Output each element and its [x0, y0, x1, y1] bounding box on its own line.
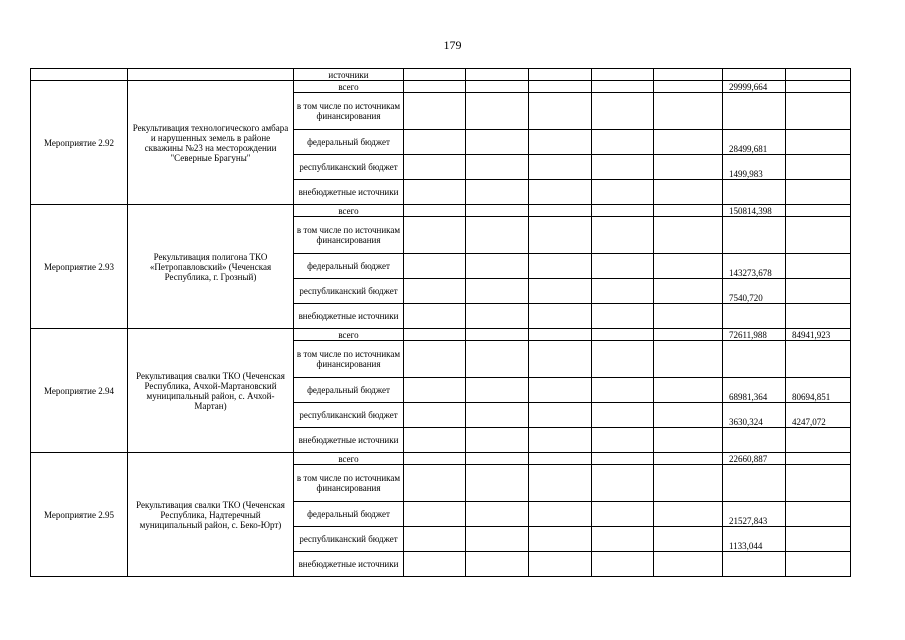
table-cell — [592, 329, 654, 341]
table-cell — [654, 69, 723, 81]
value-cell — [786, 453, 851, 465]
value-cell — [786, 205, 851, 217]
table-cell — [466, 81, 529, 93]
source-label: республиканский бюджет — [294, 403, 404, 428]
table-cell — [654, 180, 723, 205]
table-cell — [404, 341, 466, 378]
value-cell — [786, 180, 851, 205]
table-cell — [466, 93, 529, 130]
source-label: всего — [294, 205, 404, 217]
table-cell — [529, 428, 592, 453]
table-cell — [654, 403, 723, 428]
budget-table — [30, 68, 851, 577]
table-cell — [404, 81, 466, 93]
value-cell: 143273,678 — [723, 254, 786, 279]
measure-label: Мероприятие 2.93 — [31, 205, 128, 329]
table-cell — [529, 502, 592, 527]
table-cell — [592, 69, 654, 81]
table-cell — [654, 502, 723, 527]
source-label: внебюджетные источники — [294, 180, 404, 205]
table-cell — [466, 205, 529, 217]
table-cell — [654, 552, 723, 577]
table-cell — [723, 69, 786, 81]
table-cell — [654, 254, 723, 279]
value-cell — [723, 304, 786, 329]
table-cell — [592, 502, 654, 527]
table-cell — [654, 341, 723, 378]
table-cell — [466, 217, 529, 254]
table-cell — [404, 304, 466, 329]
table-row — [31, 329, 851, 341]
source-label: всего — [294, 329, 404, 341]
table-cell — [592, 130, 654, 155]
value-cell — [723, 217, 786, 254]
value-cell — [786, 341, 851, 378]
value-cell — [786, 81, 851, 93]
table-cell — [404, 130, 466, 155]
table-cell — [404, 465, 466, 502]
table-cell — [592, 527, 654, 552]
value-cell — [786, 552, 851, 577]
value-cell — [786, 304, 851, 329]
value-cell: 1499,983 — [723, 155, 786, 180]
table-row — [31, 81, 851, 93]
table-cell — [654, 465, 723, 502]
value-cell — [786, 428, 851, 453]
source-label: в том числе по источникам финансирования — [294, 465, 404, 502]
table-cell — [466, 465, 529, 502]
table-cell — [654, 329, 723, 341]
table-cell — [592, 552, 654, 577]
table-cell — [404, 527, 466, 552]
value-cell — [786, 155, 851, 180]
table-cell — [466, 180, 529, 205]
table-cell — [592, 465, 654, 502]
value-cell: 28499,681 — [723, 130, 786, 155]
source-label: республиканский бюджет — [294, 527, 404, 552]
table-row — [31, 205, 851, 217]
table-cell — [592, 279, 654, 304]
measure-name: Рекультивация технологического амбара и нарушенных земель в районе скважины №23 на месторождении "Северные Брагуны" — [128, 81, 294, 205]
value-cell: 72611,988 — [723, 329, 786, 341]
page-number: 179 — [443, 38, 462, 52]
table-cell — [654, 93, 723, 130]
table-cell — [654, 81, 723, 93]
value-cell — [786, 93, 851, 130]
value-cell: 4247,072 — [786, 403, 851, 428]
table-cell — [529, 180, 592, 205]
source-label: внебюджетные источники — [294, 304, 404, 329]
table-cell — [529, 254, 592, 279]
value-cell: 84941,923 — [786, 329, 851, 341]
table-cell — [592, 205, 654, 217]
table-cell — [404, 329, 466, 341]
table-cell — [529, 155, 592, 180]
source-label: внебюджетные источники — [294, 428, 404, 453]
table-cell — [592, 403, 654, 428]
table-cell — [529, 69, 592, 81]
table-cell — [404, 428, 466, 453]
table-cell — [466, 502, 529, 527]
value-cell — [786, 527, 851, 552]
value-cell — [723, 465, 786, 502]
value-cell — [786, 502, 851, 527]
value-cell: 3630,324 — [723, 403, 786, 428]
measure-label: Мероприятие 2.92 — [31, 81, 128, 205]
source-label: в том числе по источникам финансирования — [294, 341, 404, 378]
table-row-top — [31, 69, 851, 81]
table-cell — [592, 93, 654, 130]
value-cell — [786, 217, 851, 254]
measure-label: Мероприятие 2.94 — [31, 329, 128, 453]
table-cell — [466, 341, 529, 378]
source-label: в том числе по источникам финансирования — [294, 93, 404, 130]
source-label: федеральный бюджет — [294, 254, 404, 279]
value-cell — [786, 279, 851, 304]
measure-name: Рекультивация полигона ТКО «Петропавловский» (Чеченская Республика, г. Грозный) — [128, 205, 294, 329]
table-cell — [466, 403, 529, 428]
table-cell — [529, 341, 592, 378]
value-cell: 7540,720 — [723, 279, 786, 304]
table-cell — [466, 428, 529, 453]
value-cell — [723, 180, 786, 205]
table-cell — [592, 217, 654, 254]
table-cell — [404, 69, 466, 81]
source-label: в том числе по источникам финансирования — [294, 217, 404, 254]
table-cell — [128, 69, 294, 81]
table-cell — [529, 205, 592, 217]
value-cell — [786, 254, 851, 279]
table-cell — [404, 180, 466, 205]
table-cell — [466, 552, 529, 577]
table-cell — [31, 69, 128, 81]
table-cell — [786, 69, 851, 81]
source-label: источники — [294, 69, 404, 81]
table-cell — [529, 93, 592, 130]
measure-name: Рекультивация свалки ТКО (Чеченская Республика, Надтеречный муниципальный район, с. Беко-Юрт) — [128, 453, 294, 577]
table-cell — [654, 453, 723, 465]
table-cell — [529, 329, 592, 341]
value-cell: 1133,044 — [723, 527, 786, 552]
table-cell — [529, 304, 592, 329]
source-label: республиканский бюджет — [294, 279, 404, 304]
measure-label: Мероприятие 2.95 — [31, 453, 128, 577]
value-cell — [786, 130, 851, 155]
table-cell — [654, 205, 723, 217]
table-cell — [404, 93, 466, 130]
source-label: внебюджетные источники — [294, 552, 404, 577]
table-cell — [592, 155, 654, 180]
value-cell — [723, 552, 786, 577]
table-cell — [529, 465, 592, 502]
table-cell — [404, 552, 466, 577]
table-cell — [404, 378, 466, 403]
source-label: федеральный бюджет — [294, 502, 404, 527]
value-cell: 150814,398 — [723, 205, 786, 217]
table-cell — [529, 453, 592, 465]
table-cell — [404, 205, 466, 217]
table-cell — [529, 403, 592, 428]
measure-name: Рекультивация свалки ТКО (Чеченская Республика, Ачхой-Мартановский муниципальный район, с. Ачхой-Мартан) — [128, 329, 294, 453]
value-cell: 22660,887 — [723, 453, 786, 465]
value-cell: 21527,843 — [723, 502, 786, 527]
value-cell — [723, 341, 786, 378]
table-cell — [466, 329, 529, 341]
table-cell — [654, 378, 723, 403]
table-cell — [466, 254, 529, 279]
table-cell — [466, 453, 529, 465]
value-cell — [723, 428, 786, 453]
source-label: федеральный бюджет — [294, 378, 404, 403]
table-cell — [529, 81, 592, 93]
table-cell — [592, 81, 654, 93]
table-cell — [529, 527, 592, 552]
table-cell — [654, 130, 723, 155]
value-cell: 68981,364 — [723, 378, 786, 403]
table-cell — [529, 279, 592, 304]
table-cell — [592, 453, 654, 465]
table-row — [31, 453, 851, 465]
table-cell — [404, 453, 466, 465]
table-cell — [404, 254, 466, 279]
source-label: всего — [294, 453, 404, 465]
table-cell — [466, 304, 529, 329]
table-cell — [654, 527, 723, 552]
source-label: республиканский бюджет — [294, 155, 404, 180]
table-cell — [654, 217, 723, 254]
table-cell — [466, 130, 529, 155]
table-cell — [466, 155, 529, 180]
table-cell — [466, 69, 529, 81]
table-cell — [592, 341, 654, 378]
value-cell — [786, 465, 851, 502]
table-cell — [592, 378, 654, 403]
table-cell — [404, 279, 466, 304]
table-cell — [404, 217, 466, 254]
value-cell: 29999,664 — [723, 81, 786, 93]
table-cell — [529, 552, 592, 577]
table-cell — [654, 279, 723, 304]
table-cell — [654, 428, 723, 453]
value-cell — [723, 93, 786, 130]
table-cell — [404, 155, 466, 180]
table-cell — [592, 180, 654, 205]
table-cell — [404, 403, 466, 428]
table-cell — [592, 304, 654, 329]
table-cell — [654, 155, 723, 180]
table-cell — [529, 378, 592, 403]
table-cell — [592, 428, 654, 453]
table-cell — [529, 217, 592, 254]
source-label: федеральный бюджет — [294, 130, 404, 155]
table-cell — [466, 378, 529, 403]
table-cell — [466, 527, 529, 552]
value-cell: 80694,851 — [786, 378, 851, 403]
table-cell — [592, 254, 654, 279]
source-label: всего — [294, 81, 404, 93]
table-cell — [466, 279, 529, 304]
table-cell — [529, 130, 592, 155]
table-cell — [654, 304, 723, 329]
table-cell — [404, 502, 466, 527]
